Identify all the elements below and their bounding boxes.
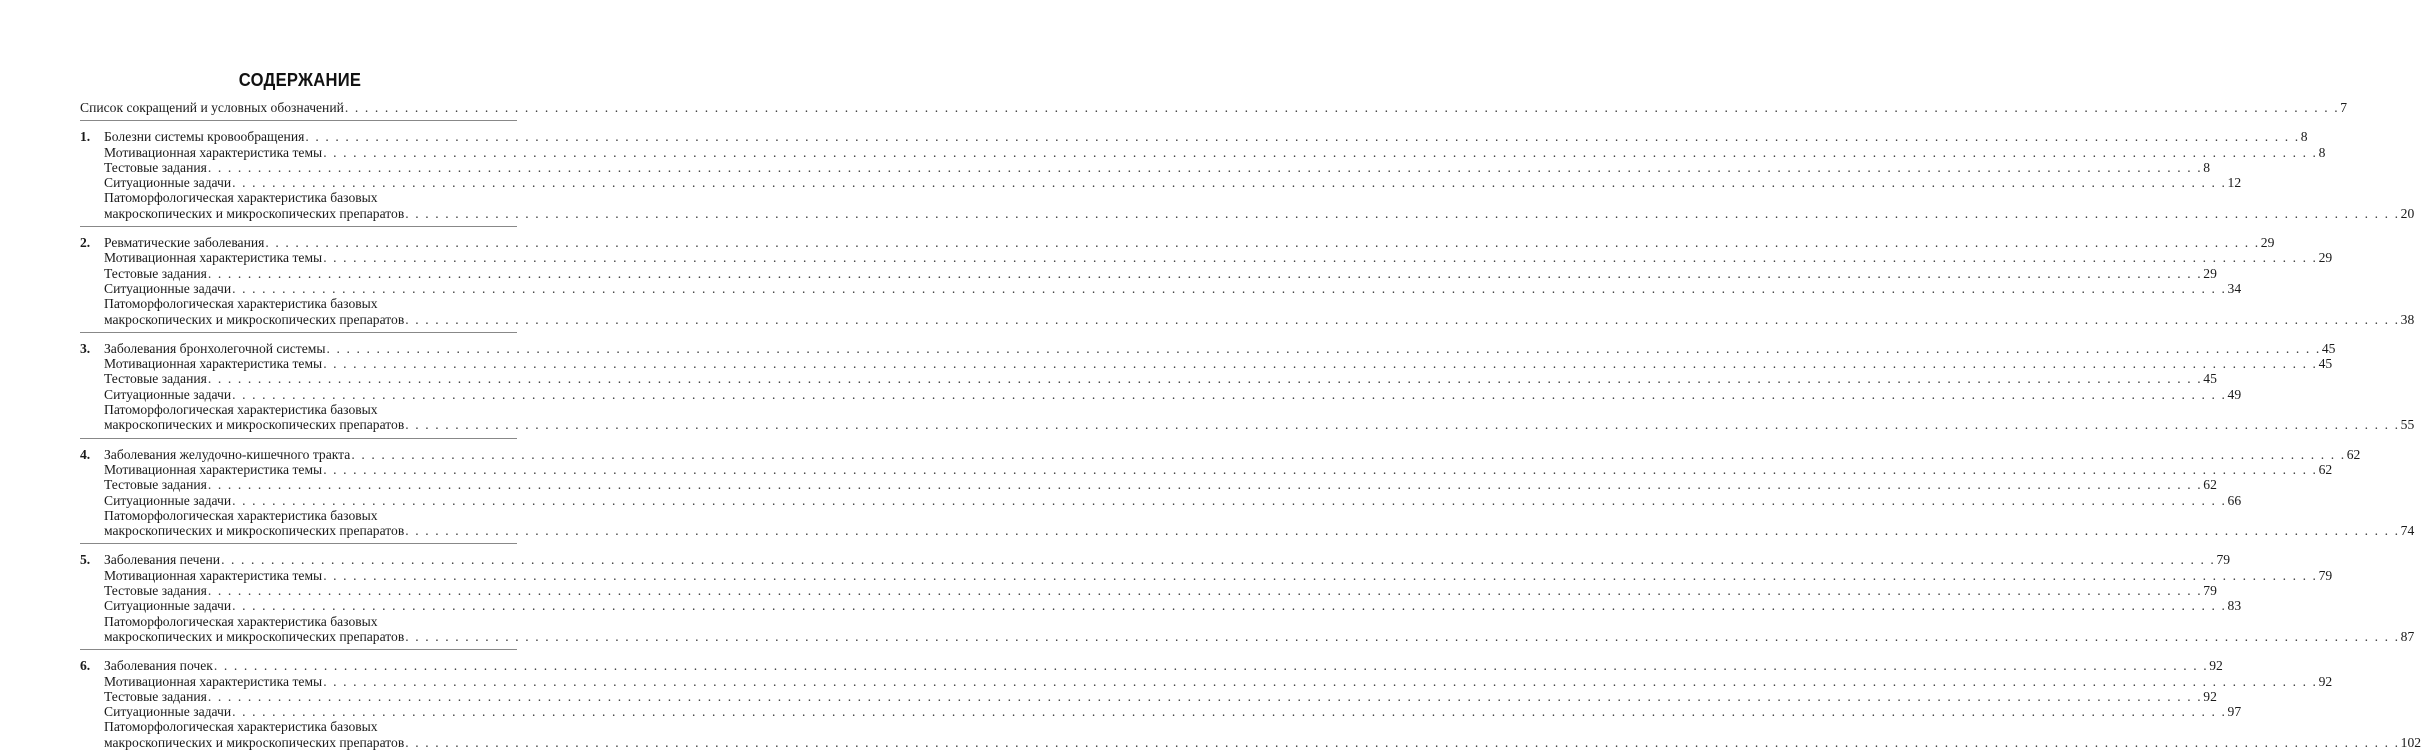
dot-leader: . . . . . . . . . . . . . . . . . . . . . . . . . . . . . . . . . . . . . . . . . . . . . . . . . . . . . . . . . . . . . . . . . . . . . . . . . . . . . . . . . . . . . . . . . . . . . . . . . . . . . . . . . . . . . . . . . . . . . . . . . . . . . . . . . . . . . . . . . . . . . . . . . . . . . . . . . . . . . . . . . . . . . . . . . . . . . . . . . . . . . . . . . . . . . . . . . . . . . . . . xyxy=(305,129,2300,145)
subentry-page: 66 xyxy=(2227,492,2242,508)
toc-section-heading[interactable] xyxy=(80,235,2275,251)
toc-intro xyxy=(80,100,2348,121)
subentry-page: 79 xyxy=(2203,583,2217,599)
toc-subentry[interactable] xyxy=(80,477,2217,493)
section-title: Заболевания почек xyxy=(104,658,213,674)
subentry-page: 8 xyxy=(2203,159,2211,175)
section-title: Заболевания печени xyxy=(104,552,221,568)
toc-subentry[interactable] xyxy=(80,704,2242,720)
toc-section-heading[interactable] xyxy=(80,446,2361,462)
subentry-page: 62 xyxy=(2318,461,2333,477)
subentry-page: 45 xyxy=(2318,356,2333,372)
toc-entry-label: Список сокращений и условных обозначений xyxy=(80,100,344,115)
subentry-label: Тестовые задания xyxy=(104,371,207,387)
toc-entry[interactable] xyxy=(80,100,2348,115)
subentry-page: 92 xyxy=(2203,688,2217,704)
subentry-page: 79 xyxy=(2318,567,2333,583)
subentry-page: 102 xyxy=(2400,734,2421,750)
dot-leader: . . . . . . . . . . . . . . . . . . . . . . . . . . . . . . . . . . . . . . . . . . . . . . . . . . . . . . . . . . . . . . . . . . . . . . . . . . . . . . . . . . . . . . . . . . . . . . . . . . . . . . . . . . . . . . . . . . . . . . . . . . . . . . . . . . . . . . . . . . . . . . . . . . . . . . . . . . . . . . . . . . . . . . . . . . . . . . . . . . . . . . . . . . . . . . . . . . . . . . . . xyxy=(323,461,2318,477)
subentry-label-line2: макроскопических и микроскопических препаратов xyxy=(104,523,405,539)
subentry-label-line2: макроскопических и микроскопических препаратов xyxy=(104,417,405,433)
subentry-label-line1[interactable]: Патоморфологическая характеристика базовых xyxy=(104,507,378,523)
toc-subentry[interactable] xyxy=(80,673,2333,689)
dot-leader: . . . . . . . . . . . . . . . . . . . . . . . . . . . . . . . . . . . . . . . . . . . . . . . . . . . . . . . . . . . . . . . . . . . . . . . . . . . . . . . . . . . . . . . . . . . . . . . . . . . . . . . . . . . . . . . . . . . . . . . . . . . . . . . . . . . . . . . . . . . . . . . . . . . . . . . . . . . . . . . . . . . . . . . . . . . . . . . . . . . . . . . . . . . . . . . . . . . . . . . . xyxy=(323,250,2318,266)
toc-section-heading[interactable] xyxy=(80,340,2336,356)
section-number: 3. xyxy=(80,340,91,356)
toc-sections xyxy=(80,129,2421,755)
toc-section xyxy=(80,658,2421,755)
section-number: 6. xyxy=(80,658,91,674)
subentry-label-line2: макроскопических и микроскопических препаратов xyxy=(104,205,405,221)
subentry-label-line2: макроскопических и микроскопических препаратов xyxy=(104,311,405,327)
subentry-label: Ситуационные задачи xyxy=(104,704,232,720)
subentry-page: 12 xyxy=(2227,175,2242,191)
toc-section-heading[interactable] xyxy=(80,129,2308,145)
subentry-label: Тестовые задания xyxy=(104,159,207,175)
toc-subentry[interactable] xyxy=(80,371,2217,387)
toc-subentry[interactable] xyxy=(80,311,2415,327)
dot-leader: . . . . . . . . . . . . . . . . . . . . . . . . . . . . . . . . . . . . . . . . . . . . . . . . . . . . . . . . . . . . . . . . . . . . . . . . . . . . . . . . . . . . . . . . . . . . . . . . . . . . . . . . . . . . . . . . . . . . . . . . . . . . . . . . . . . . . . . . . . . . . . . . . . . . . . . . . . . . . . . . . . . . . . . . . . . . . . . . . . . . . . . . . . . . . . . . . . . . . . . . xyxy=(323,144,2318,160)
toc-section-heading[interactable] xyxy=(80,552,2231,568)
dot-leader: . . . . . . . . . . . . . . . . . . . . . . . . . . . . . . . . . . . . . . . . . . . . . . . . . . . . . . . . . . . . . . . . . . . . . . . . . . . . . . . . . . . . . . . . . . . . . . . . . . . . . . . . . . . . . . . . . . . . . . . . . . . . . . . . . . . . . . . . . . . . . . . . . . . . . . . . . . . . . . . . . . . . . . . . . . . . . . . . . . . . . . . . . . . . . . . . . . . . . . . . xyxy=(405,311,2400,327)
dot-leader: . . . . . . . . . . . . . . . . . . . . . . . . . . . . . . . . . . . . . . . . . . . . . . . . . . . . . . . . . . . . . . . . . . . . . . . . . . . . . . . . . . . . . . . . . . . . . . . . . . . . . . . . . . . . . . . . . . . . . . . . . . . . . . . . . . . . . . . . . . . . . . . . . . . . . . . . . . . . . . . . . . . . . . . . . . . . . . . . . . . . . . . . . . . . . . . . . . . . . . . . xyxy=(207,477,2203,493)
section-page: 62 xyxy=(2346,446,2361,462)
subentry-label-line2: макроскопических и микроскопических препаратов xyxy=(104,628,405,644)
section-page: 29 xyxy=(2260,235,2275,251)
dot-leader: . . . . . . . . . . . . . . . . . . . . . . . . . . . . . . . . . . . . . . . . . . . . . . . . . . . . . . . . . . . . . . . . . . . . . . . . . . . . . . . . . . . . . . . . . . . . . . . . . . . . . . . . . . . . . . . . . . . . . . . . . . . . . . . . . . . . . . . . . . . . . . . . . . . . . . . . . . . . . . . . . . . . . . . . . . . . . . . . . . . . . . . . . . . . . . . . . . . . . . . . xyxy=(232,492,2227,508)
toc-subentry[interactable] xyxy=(80,265,2217,281)
subentry-label: Мотивационная характеристика темы xyxy=(104,461,323,477)
toc-subentry[interactable] xyxy=(80,628,2415,644)
dot-leader: . . . . . . . . . . . . . . . . . . . . . . . . . . . . . . . . . . . . . . . . . . . . . . . . . . . . . . . . . . . . . . . . . . . . . . . . . . . . . . . . . . . . . . . . . . . . . . . . . . . . . . . . . . . . . . . . . . . . . . . . . . . . . . . . . . . . . . . . . . . . . . . . . . . . . . . . . . . . . . . . . . . . . . . . . . . . . . . . . . . . . . . . . . . . . . . . . . . . . . . . xyxy=(405,523,2400,539)
subentry-page: 55 xyxy=(2400,417,2415,433)
subentry-label-line2: макроскопических и микроскопических препаратов xyxy=(104,734,405,750)
subentry-label: Мотивационная характеристика темы xyxy=(104,356,323,372)
dot-leader: . . . . . . . . . . . . . . . . . . . . . . . . . . . . . . . . . . . . . . . . . . . . . . . . . . . . . . . . . . . . . . . . . . . . . . . . . . . . . . . . . . . . . . . . . . . . . . . . . . . . . . . . . . . . . . . . . . . . . . . . . . . . . . . . . . . . . . . . . . . . . . . . . . . . . . . . . . . . . . . . . . . . . . . . . . . . . . . . . . . . . . . . . . . . . . . . . . . . . . . . xyxy=(323,356,2318,372)
subentry-label: Мотивационная характеристика темы xyxy=(104,567,323,583)
subentry-page: 34 xyxy=(2227,280,2242,296)
dot-leader: . . . . . . . . . . . . . . . . . . . . . . . . . . . . . . . . . . . . . . . . . . . . . . . . . . . . . . . . . . . . . . . . . . . . . . . . . . . . . . . . . . . . . . . . . . . . . . . . . . . . . . . . . . . . . . . . . . . . . . . . . . . . . . . . . . . . . . . . . . . . . . . . . . . . . . . . . . . . . . . . . . . . . . . . . . . . . . . . . . . . . . . . . . . . . . . . . . . . . . . . xyxy=(207,159,2203,175)
dot-leader: . . . . . . . . . . . . . . . . . . . . . . . . . . . . . . . . . . . . . . . . . . . . . . . . . . . . . . . . . . . . . . . . . . . . . . . . . . . . . . . . . . . . . . . . . . . . . . . . . . . . . . . . . . . . . . . . . . . . . . . . . . . . . . . . . . . . . . . . . . . . . . . . . . . . . . . . . . . . . . . . . . . . . . . . . . . . . . . . . . . . . . . . . . . . . . . . . . . . . . . . xyxy=(405,628,2400,644)
toc-section-heading[interactable] xyxy=(80,658,2223,674)
subentry-label: Ситуационные задачи xyxy=(104,280,232,296)
toc-subentry[interactable] xyxy=(80,688,2217,704)
section-page: 45 xyxy=(2321,340,2336,356)
dot-leader: . . . . . . . . . . . . . . . . . . . . . . . . . . . . . . . . . . . . . . . . . . . . . . . . . . . . . . . . . . . . . . . . . . . . . . . . . . . . . . . . . . . . . . . . . . . . . . . . . . . . . . . . . . . . . . . . . . . . . . . . . . . . . . . . . . . . . . . . . . . . . . . . . . . . . . . . . . . . . . . . . . . . . . . . . . . . . . . . . . . . . . . . . . . . . . . . . . . . . . . . xyxy=(232,598,2227,614)
subentry-label-line1[interactable]: Патоморфологическая характеристика базовых xyxy=(104,402,378,418)
toc-subentry[interactable] xyxy=(80,492,2242,508)
toc-subentry[interactable] xyxy=(80,583,2217,599)
toc-subentry[interactable] xyxy=(80,205,2415,221)
subentry-page: 92 xyxy=(2318,673,2333,689)
dot-leader: . . . . . . . . . . . . . . . . . . . . . . . . . . . . . . . . . . . . . . . . . . . . . . . . . . . . . . . . . . . . . . . . . . . . . . . . . . . . . . . . . . . . . . . . . . . . . . . . . . . . . . . . . . . . . . . . . . . . . . . . . . . . . . . . . . . . . . . . . . . . . . . . . . . . . . . . . . . . . . . . . . . . . . . . . . . . . . . . . . . . . . . . . . . . . . . . . . . . . . . . xyxy=(351,446,2346,462)
dot-leader: . . . . . . . . . . . . . . . . . . . . . . . . . . . . . . . . . . . . . . . . . . . . . . . . . . . . . . . . . . . . . . . . . . . . . . . . . . . . . . . . . . . . . . . . . . . . . . . . . . . . . . . . . . . . . . . . . . . . . . . . . . . . . . . . . . . . . . . . . . . . . . . . . . . . . . . . . . . . . . . . . . . . . . . . . . . . . . . . . . . . . . . . . . . . . . . . . . . . . . . . xyxy=(232,704,2227,720)
dot-leader: . . . . . . . . . . . . . . . . . . . . . . . . . . . . . . . . . . . . . . . . . . . . . . . . . . . . . . . . . . . . . . . . . . . . . . . . . . . . . . . . . . . . . . . . . . . . . . . . . . . . . . . . . . . . . . . . . . . . . . . . . . . . . . . . . . . . . . . . . . . . . . . . . . . . . . . . . . . . . . . . . . . . . . . . . . . . . . . . . . . . . . . . . . . . . . . . . . . . . . . . xyxy=(323,567,2318,583)
subentry-label: Ситуационные задачи xyxy=(104,492,232,508)
subentry-label: Мотивационная характеристика темы xyxy=(104,144,323,160)
toc-subentry[interactable] xyxy=(80,356,2333,372)
section-title: Заболевания бронхолегочной системы xyxy=(104,340,326,356)
dot-leader: . . . . . . . . . . . . . . . . . . . . . . . . . . . . . . . . . . . . . . . . . . . . . . . . . . . . . . . . . . . . . . . . . . . . . . . . . . . . . . . . . . . . . . . . . . . . . . . . . . . . . . . . . . . . . . . . . . . . . . . . . . . . . . . . . . . . . . . . . . . . . . . . . . . . . . . . . . . . . . . . . . . . . . . . . . . . . . . . . . . . . . . . . . . . . . . . . . . . . . . . xyxy=(207,583,2203,599)
section-number: 4. xyxy=(80,446,91,462)
dot-leader: . . . . . . . . . . . . . . . . . . . . . . . . . . . . . . . . . . . . . . . . . . . . . . . . . . . . . . . . . . . . . . . . . . . . . . . . . . . . . . . . . . . . . . . . . . . . . . . . . . . . . . . . . . . . . . . . . . . . . . . . . . . . . . . . . . . . . . . . . . . . . . . . . . . . . . . . . . . . . . . . . . . . . . . . . . . . . . . . . . . . . . . . . . . . . . . . . . . . . . . . xyxy=(405,417,2400,433)
toc-subentry[interactable] xyxy=(80,734,2421,750)
toc-section xyxy=(80,235,2415,333)
section-page: 8 xyxy=(2300,129,2308,145)
toc-section xyxy=(80,446,2415,545)
dot-leader: . . . . . . . . . . . . . . . . . . . . . . . . . . . . . . . . . . . . . . . . . . . . . . . . . . . . . . . . . . . . . . . . . . . . . . . . . . . . . . . . . . . . . . . . . . . . . . . . . . . . . . . . . . . . . . . . . . . . . . . . . . . . . . . . . . . . . . . . . . . . . . . . . . . . . . . . . . . . . . . . . . . . . . . . . . . . . . . . . . . . . . . . . . . . . . . . . . . . . . . . xyxy=(344,100,2340,115)
subentry-label: Мотивационная характеристика темы xyxy=(104,250,323,266)
subentry-page: 83 xyxy=(2227,598,2242,614)
subentry-page: 29 xyxy=(2318,250,2333,266)
toc-subentry[interactable] xyxy=(80,523,2415,539)
subentry-label-line1[interactable]: Патоморфологическая характеристика базовых xyxy=(104,719,378,735)
toc-subentry[interactable] xyxy=(80,250,2333,266)
subentry-page: 45 xyxy=(2203,371,2217,387)
toc-subentry[interactable] xyxy=(80,175,2242,191)
subentry-page: 38 xyxy=(2400,311,2415,327)
dot-leader: . . . . . . . . . . . . . . . . . . . . . . . . . . . . . . . . . . . . . . . . . . . . . . . . . . . . . . . . . . . . . . . . . . . . . . . . . . . . . . . . . . . . . . . . . . . . . . . . . . . . . . . . . . . . . . . . . . . . . . . . . . . . . . . . . . . . . . . . . . . . . . . . . . . . . . . . . . . . . . . . . . . . . . . . . . . . . . . . . . . . . . . . . . . . . . . . . . . . . . . . xyxy=(405,734,2400,750)
toc-entry-page: 7 xyxy=(2340,100,2348,115)
toc-subentry[interactable] xyxy=(80,159,2211,175)
dot-leader: . . . . . . . . . . . . . . . . . . . . . . . . . . . . . . . . . . . . . . . . . . . . . . . . . . . . . . . . . . . . . . . . . . . . . . . . . . . . . . . . . . . . . . . . . . . . . . . . . . . . . . . . . . . . . . . . . . . . . . . . . . . . . . . . . . . . . . . . . . . . . . . . . . . . . . . . . . . . . . . . . . . . . . . . . . . . . . . . . . . . . . . . . . . . . . . . . . . . . . . . xyxy=(221,552,2216,568)
toc-subentry[interactable] xyxy=(80,417,2415,433)
dot-leader: . . . . . . . . . . . . . . . . . . . . . . . . . . . . . . . . . . . . . . . . . . . . . . . . . . . . . . . . . . . . . . . . . . . . . . . . . . . . . . . . . . . . . . . . . . . . . . . . . . . . . . . . . . . . . . . . . . . . . . . . . . . . . . . . . . . . . . . . . . . . . . . . . . . . . . . . . . . . . . . . . . . . . . . . . . . . . . . . . . . . . . . . . . . . . . . . . . . . . . . . xyxy=(326,340,2321,356)
toc-section xyxy=(80,129,2415,227)
dot-leader: . . . . . . . . . . . . . . . . . . . . . . . . . . . . . . . . . . . . . . . . . . . . . . . . . . . . . . . . . . . . . . . . . . . . . . . . . . . . . . . . . . . . . . . . . . . . . . . . . . . . . . . . . . . . . . . . . . . . . . . . . . . . . . . . . . . . . . . . . . . . . . . . . . . . . . . . . . . . . . . . . . . . . . . . . . . . . . . . . . . . . . . . . . . . . . . . . . . . . . . . xyxy=(213,658,2209,674)
subentry-page: 97 xyxy=(2227,704,2242,720)
subentry-page: 8 xyxy=(2318,144,2326,160)
toc-subentry[interactable] xyxy=(80,144,2326,160)
subentry-label: Тестовые задания xyxy=(104,583,207,599)
toc-section xyxy=(80,552,2415,650)
subentry-label-line1[interactable]: Патоморфологическая характеристика базовых xyxy=(104,296,378,312)
section-title: Болезни системы кровообращения xyxy=(104,129,305,145)
subentry-page: 74 xyxy=(2400,523,2415,539)
subentry-label: Тестовые задания xyxy=(104,477,207,493)
subentry-label: Тестовые задания xyxy=(104,265,207,281)
toc-subentry[interactable] xyxy=(80,461,2333,477)
dot-leader: . . . . . . . . . . . . . . . . . . . . . . . . . . . . . . . . . . . . . . . . . . . . . . . . . . . . . . . . . . . . . . . . . . . . . . . . . . . . . . . . . . . . . . . . . . . . . . . . . . . . . . . . . . . . . . . . . . . . . . . . . . . . . . . . . . . . . . . . . . . . . . . . . . . . . . . . . . . . . . . . . . . . . . . . . . . . . . . . . . . . . . . . . . . . . . . . . . . . . . . . xyxy=(323,673,2318,689)
toc-subentry[interactable] xyxy=(80,386,2242,402)
subentry-page: 29 xyxy=(2203,265,2217,281)
dot-leader: . . . . . . . . . . . . . . . . . . . . . . . . . . . . . . . . . . . . . . . . . . . . . . . . . . . . . . . . . . . . . . . . . . . . . . . . . . . . . . . . . . . . . . . . . . . . . . . . . . . . . . . . . . . . . . . . . . . . . . . . . . . . . . . . . . . . . . . . . . . . . . . . . . . . . . . . . . . . . . . . . . . . . . . . . . . . . . . . . . . . . . . . . . . . . . . . . . . . . . . . xyxy=(232,175,2227,191)
table-of-contents xyxy=(80,100,2421,755)
subentry-page: 87 xyxy=(2400,628,2415,644)
dot-leader: . . . . . . . . . . . . . . . . . . . . . . . . . . . . . . . . . . . . . . . . . . . . . . . . . . . . . . . . . . . . . . . . . . . . . . . . . . . . . . . . . . . . . . . . . . . . . . . . . . . . . . . . . . . . . . . . . . . . . . . . . . . . . . . . . . . . . . . . . . . . . . . . . . . . . . . . . . . . . . . . . . . . . . . . . . . . . . . . . . . . . . . . . . . . . . . . . . . . . . . . xyxy=(207,265,2203,281)
section-number: 1. xyxy=(80,129,91,145)
subentry-page: 62 xyxy=(2203,477,2217,493)
toc-subentry[interactable] xyxy=(80,598,2242,614)
dot-leader: . . . . . . . . . . . . . . . . . . . . . . . . . . . . . . . . . . . . . . . . . . . . . . . . . . . . . . . . . . . . . . . . . . . . . . . . . . . . . . . . . . . . . . . . . . . . . . . . . . . . . . . . . . . . . . . . . . . . . . . . . . . . . . . . . . . . . . . . . . . . . . . . . . . . . . . . . . . . . . . . . . . . . . . . . . . . . . . . . . . . . . . . . . . . . . . . . . . . . . . . xyxy=(232,386,2227,402)
dot-leader: . . . . . . . . . . . . . . . . . . . . . . . . . . . . . . . . . . . . . . . . . . . . . . . . . . . . . . . . . . . . . . . . . . . . . . . . . . . . . . . . . . . . . . . . . . . . . . . . . . . . . . . . . . . . . . . . . . . . . . . . . . . . . . . . . . . . . . . . . . . . . . . . . . . . . . . . . . . . . . . . . . . . . . . . . . . . . . . . . . . . . . . . . . . . . . . . . . . . . . . . xyxy=(207,371,2203,387)
toc-subentry[interactable] xyxy=(80,567,2333,583)
section-number: 2. xyxy=(80,235,91,251)
dot-leader: . . . . . . . . . . . . . . . . . . . . . . . . . . . . . . . . . . . . . . . . . . . . . . . . . . . . . . . . . . . . . . . . . . . . . . . . . . . . . . . . . . . . . . . . . . . . . . . . . . . . . . . . . . . . . . . . . . . . . . . . . . . . . . . . . . . . . . . . . . . . . . . . . . . . . . . . . . . . . . . . . . . . . . . . . . . . . . . . . . . . . . . . . . . . . . . . . . . . . . . . xyxy=(207,688,2203,704)
toc-section xyxy=(80,340,2415,439)
section-number: 5. xyxy=(80,552,91,568)
subentry-page: 49 xyxy=(2227,386,2242,402)
subentry-label: Ситуационные задачи xyxy=(104,175,232,191)
section-page: 92 xyxy=(2209,658,2223,674)
dot-leader: . . . . . . . . . . . . . . . . . . . . . . . . . . . . . . . . . . . . . . . . . . . . . . . . . . . . . . . . . . . . . . . . . . . . . . . . . . . . . . . . . . . . . . . . . . . . . . . . . . . . . . . . . . . . . . . . . . . . . . . . . . . . . . . . . . . . . . . . . . . . . . . . . . . . . . . . . . . . . . . . . . . . . . . . . . . . . . . . . . . . . . . . . . . . . . . . . . . . . . . . xyxy=(265,235,2260,251)
subentry-label: Тестовые задания xyxy=(104,688,207,704)
page-title: СОДЕРЖАНИЕ xyxy=(238,70,362,90)
subentry-page: 20 xyxy=(2400,205,2415,221)
section-page: 79 xyxy=(2216,552,2231,568)
section-title: Заболевания желудочно-кишечного тракта xyxy=(104,446,351,462)
subentry-label-line1[interactable]: Патоморфологическая характеристика базовых xyxy=(104,613,378,629)
dot-leader: . . . . . . . . . . . . . . . . . . . . . . . . . . . . . . . . . . . . . . . . . . . . . . . . . . . . . . . . . . . . . . . . . . . . . . . . . . . . . . . . . . . . . . . . . . . . . . . . . . . . . . . . . . . . . . . . . . . . . . . . . . . . . . . . . . . . . . . . . . . . . . . . . . . . . . . . . . . . . . . . . . . . . . . . . . . . . . . . . . . . . . . . . . . . . . . . . . . . . . . . xyxy=(232,280,2227,296)
toc-subentry[interactable] xyxy=(80,280,2242,296)
subentry-label: Мотивационная характеристика темы xyxy=(104,673,323,689)
subentry-label-line1[interactable]: Патоморфологическая характеристика базовых xyxy=(104,190,378,206)
subentry-label: Ситуационные задачи xyxy=(104,386,232,402)
dot-leader: . . . . . . . . . . . . . . . . . . . . . . . . . . . . . . . . . . . . . . . . . . . . . . . . . . . . . . . . . . . . . . . . . . . . . . . . . . . . . . . . . . . . . . . . . . . . . . . . . . . . . . . . . . . . . . . . . . . . . . . . . . . . . . . . . . . . . . . . . . . . . . . . . . . . . . . . . . . . . . . . . . . . . . . . . . . . . . . . . . . . . . . . . . . . . . . . . . . . . . . . xyxy=(405,205,2400,221)
subentry-label: Ситуационные задачи xyxy=(104,598,232,614)
section-title: Ревматические заболевания xyxy=(104,235,265,251)
